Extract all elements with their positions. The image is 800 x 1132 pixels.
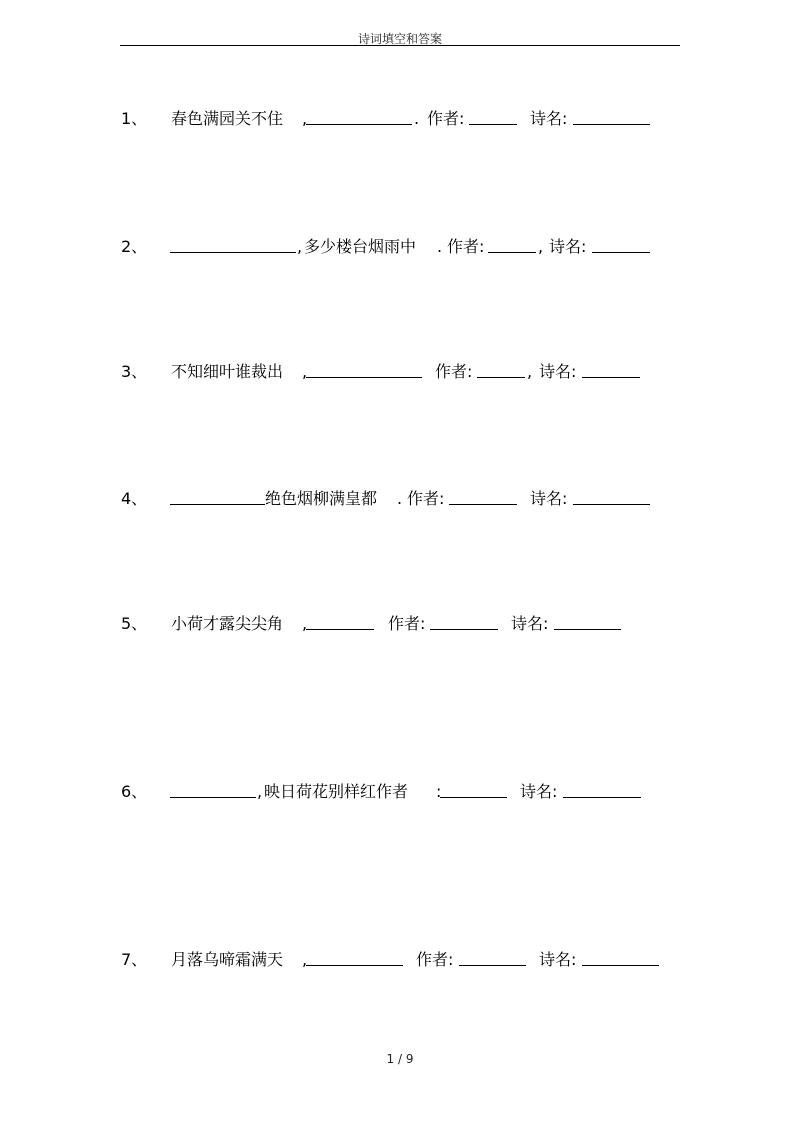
author-blank[interactable] (440, 780, 507, 798)
title-label: 诗名: (530, 489, 568, 508)
title-label: 诗名: (520, 782, 558, 801)
title-blank[interactable] (573, 487, 650, 505)
author-blank[interactable] (449, 487, 517, 505)
page-header-title: 诗词填空和答案 (357, 32, 442, 46)
question-3 (0, 360, 800, 384)
author-blank[interactable] (459, 948, 526, 966)
period-mark: . (437, 237, 443, 256)
author-label: 作者: (416, 950, 454, 969)
question-1 (0, 107, 800, 131)
field-separator: , (527, 362, 533, 381)
verse-separator: , (257, 782, 263, 801)
verse-blank[interactable] (170, 235, 296, 253)
title-label: 诗名: (539, 362, 577, 381)
title-blank[interactable] (582, 360, 640, 378)
title-label: 诗名: (549, 237, 587, 256)
title-blank[interactable] (563, 780, 641, 798)
given-verse: 不知细叶谁裁出 (171, 362, 284, 381)
given-verse: 小荷才露尖尖角 (171, 614, 284, 633)
given-verse: 映日荷花别样红作者 (264, 782, 409, 801)
page-indicator: 1 / 9 (386, 1052, 414, 1066)
title-blank[interactable] (592, 235, 650, 253)
author-blank[interactable] (469, 107, 517, 125)
question-number: 7、 (121, 950, 148, 969)
question-number: 2、 (121, 237, 148, 256)
given-verse: 多少楼台烟雨中 (304, 237, 417, 256)
title-blank[interactable] (573, 107, 650, 125)
given-verse: 月落乌啼霜满天 (171, 950, 284, 969)
author-label: 作者: (447, 237, 485, 256)
question-5 (0, 612, 800, 636)
author-label: 作者: (388, 614, 426, 633)
verse-blank[interactable] (170, 780, 256, 798)
question-number: 3、 (121, 362, 148, 381)
verse-separator: , (297, 237, 303, 256)
verse-separator: , (302, 109, 308, 128)
question-7 (0, 948, 800, 972)
field-separator: , (538, 237, 544, 256)
question-number: 5、 (121, 614, 148, 633)
author-colon: : (436, 782, 442, 801)
author-blank[interactable] (477, 360, 525, 378)
verse-blank[interactable] (306, 107, 412, 125)
question-4 (0, 487, 800, 511)
given-verse: 春色满园关不住 (171, 109, 284, 128)
question-6 (0, 780, 800, 804)
verse-separator: , (302, 950, 308, 969)
period-mark: . (397, 489, 403, 508)
header-divider (120, 45, 680, 46)
verse-blank[interactable] (170, 487, 265, 505)
author-blank[interactable] (488, 235, 536, 253)
author-label: 作者: (435, 362, 473, 381)
title-blank[interactable] (582, 948, 659, 966)
question-number: 6、 (121, 782, 148, 801)
question-2 (0, 235, 800, 259)
title-label: 诗名: (539, 950, 577, 969)
verse-blank[interactable] (306, 948, 403, 966)
given-verse: 绝色烟柳满皇都 (265, 489, 378, 508)
question-number: 1、 (121, 109, 148, 128)
verse-separator: , (302, 362, 308, 381)
author-label: 作者: (427, 109, 465, 128)
author-blank[interactable] (430, 612, 498, 630)
author-label: 作者: (407, 489, 445, 508)
title-label: 诗名: (530, 109, 568, 128)
question-number: 4、 (121, 489, 148, 508)
title-blank[interactable] (554, 612, 621, 630)
period-mark: . (414, 109, 420, 128)
verse-blank[interactable] (306, 612, 374, 630)
title-label: 诗名: (511, 614, 549, 633)
verse-separator: , (302, 614, 308, 633)
verse-blank[interactable] (306, 360, 422, 378)
